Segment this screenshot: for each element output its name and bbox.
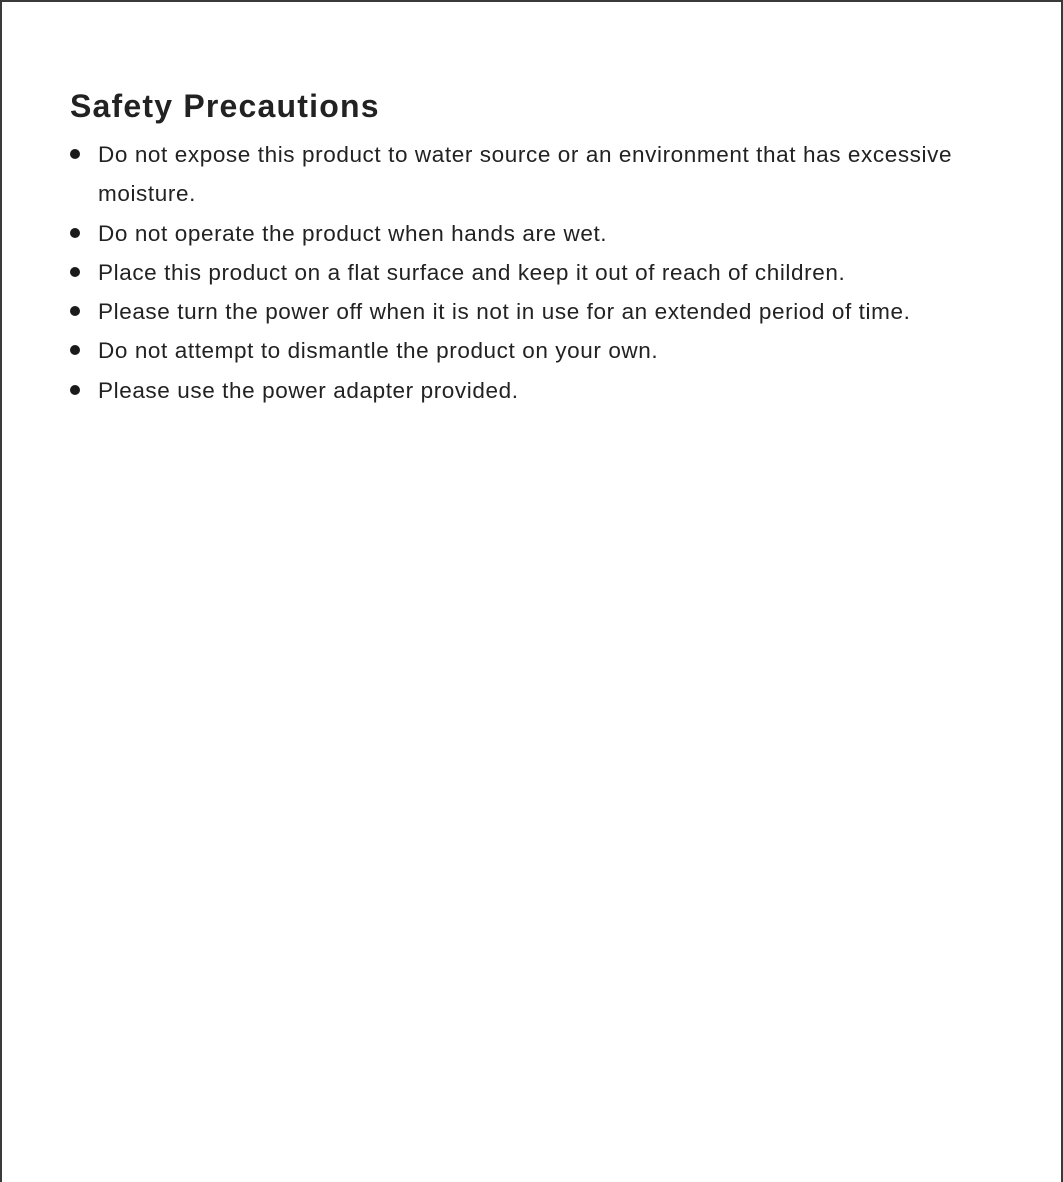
safety-section xyxy=(70,86,970,410)
bullet-icon xyxy=(70,228,80,238)
precaution-item xyxy=(70,331,970,370)
bullet-icon xyxy=(70,149,80,159)
bullet-icon xyxy=(70,267,80,277)
bullet-icon xyxy=(70,385,80,395)
bullet-icon xyxy=(70,345,80,355)
precaution-text: Please turn the power off when it is not in use for an extended period of time. xyxy=(98,299,911,325)
precautions-list xyxy=(70,135,970,410)
precaution-text: Do not expose this product to water source or an environment that has excessive moisture. xyxy=(98,142,953,207)
precaution-item xyxy=(70,292,970,331)
precaution-text: Place this product on a flat surface and keep it out of reach of children. xyxy=(98,259,846,285)
precaution-text: Do not operate the product when hands are wet. xyxy=(98,220,608,246)
precaution-item xyxy=(70,371,970,410)
precaution-text: Do not attempt to dismantle the product on your own. xyxy=(98,338,659,364)
section-title: Safety Precautions xyxy=(70,88,380,124)
bullet-icon xyxy=(70,306,80,316)
precaution-item xyxy=(70,214,970,253)
precaution-item xyxy=(70,135,970,214)
precaution-item xyxy=(70,253,970,292)
precaution-text: Please use the power adapter provided. xyxy=(98,377,519,403)
